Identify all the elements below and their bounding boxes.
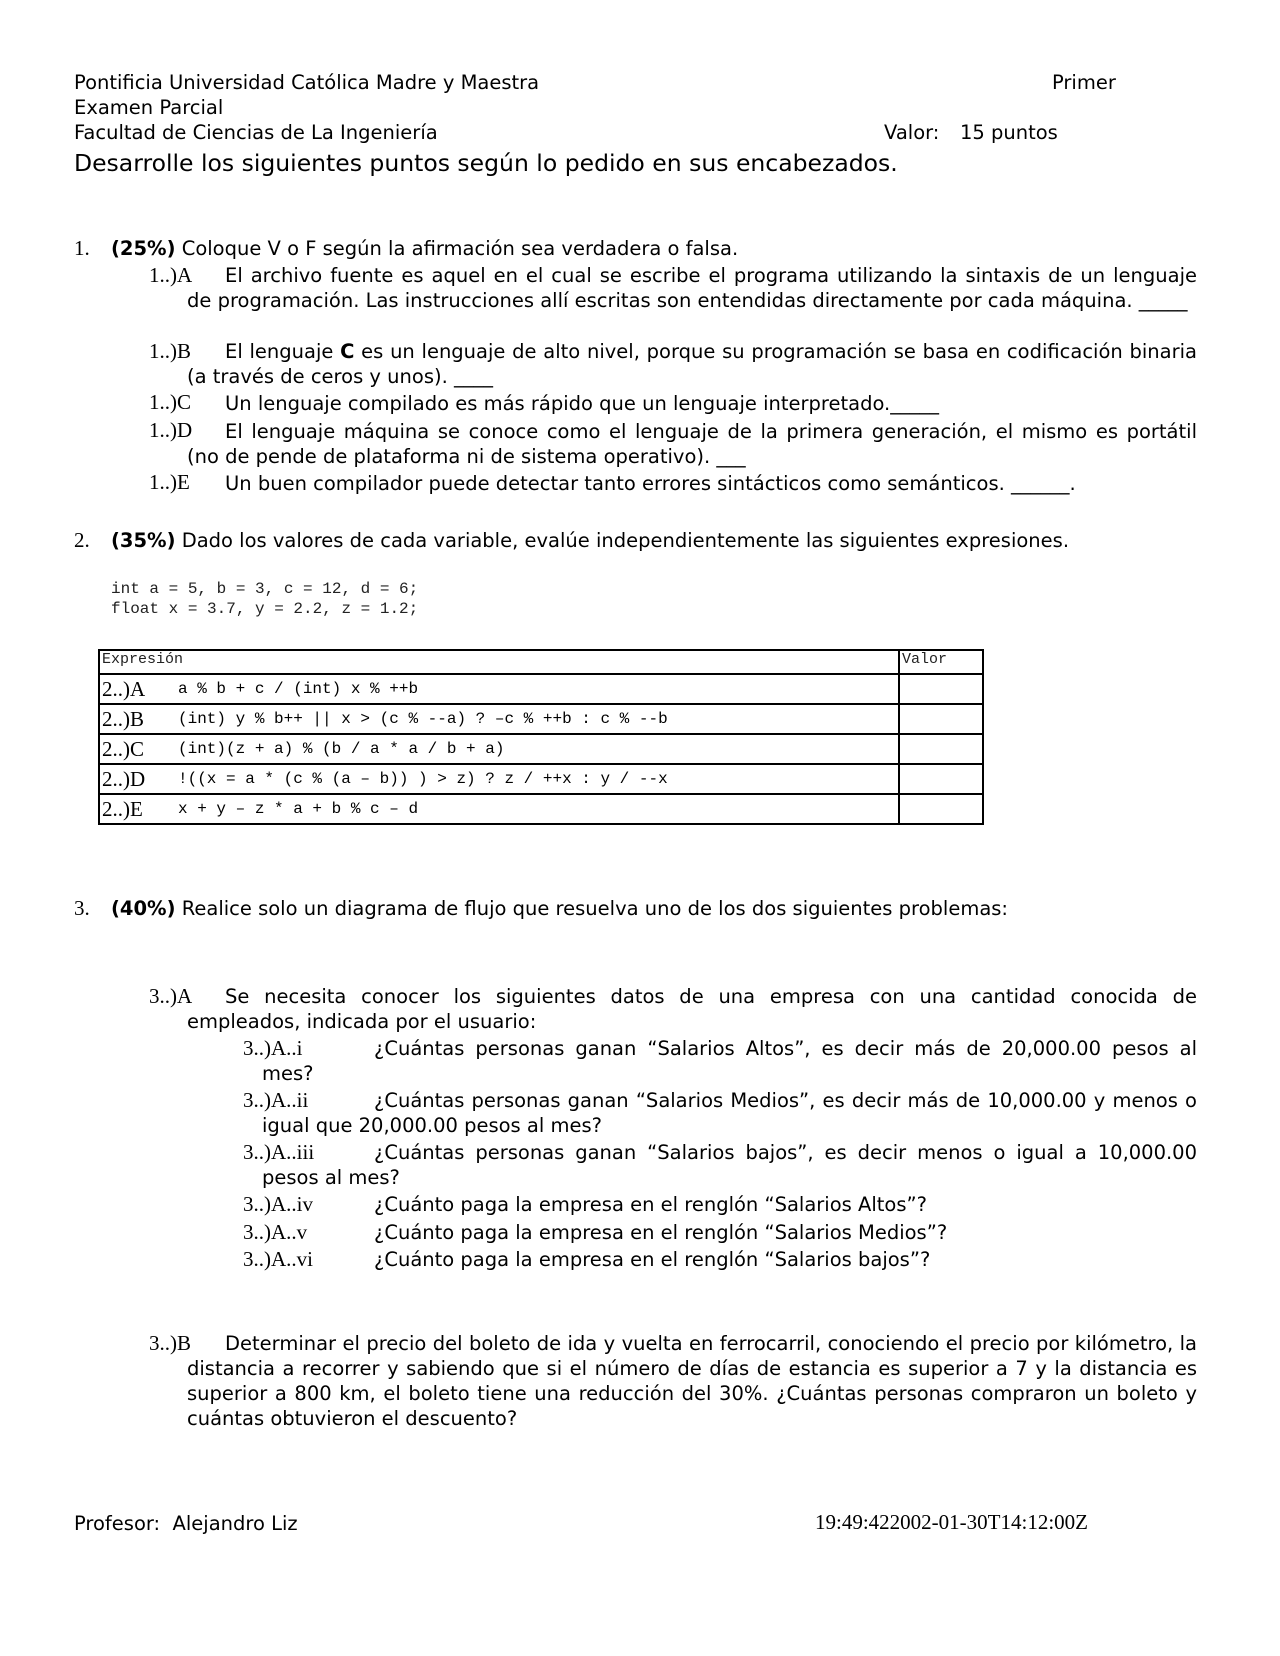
q2-weight: (35%)	[111, 529, 176, 552]
q3a-sub-label: 3..)A..vi	[243, 1247, 313, 1271]
q3-weight: (40%)	[111, 897, 176, 920]
q1-item-text: Un lenguaje compilado es más rápido que un lenguaje interpretado._____	[225, 392, 939, 415]
value-text: 15 puntos	[960, 121, 1058, 144]
table-header-row	[99, 650, 983, 674]
q1-item-label: 1..)D	[149, 418, 193, 442]
q3a-sub-label: 3..)A..v	[243, 1220, 308, 1244]
value-cell[interactable]	[899, 704, 983, 734]
q1-item-text	[187, 339, 1197, 389]
faculty-name: Facultad de Ciencias de La Ingeniería	[74, 121, 438, 144]
q3b-text: Determinar el precio del boleto de ida y vuelta en ferrocarril, conociendo el precio por kilómetro, la distancia a recorrer y sabiendo que si el número de días de estancia es superior a 7 y la distancia es superior a 800 km, el boleto tiene una reducción del 30%. ¿Cuántas personas compraron un boleto y cuántas obtuvieron el descuento?	[187, 1332, 1197, 1430]
q1-item-label: 1..)E	[149, 470, 190, 494]
exam-type-a: Primer	[1052, 71, 1116, 94]
q2-heading	[111, 529, 1069, 552]
col-value-header: Valor	[899, 650, 983, 674]
q1-item-label: 1..)A	[149, 263, 193, 287]
q1-item-label: 1..)B	[149, 339, 191, 363]
row-expression: x + y – z * a + b % c – d	[176, 794, 899, 824]
row-expression: a % b + c / (int) x % ++b	[176, 674, 899, 704]
professor-line	[74, 1512, 298, 1535]
q1b-text-post: es un lenguaje de alto nivel, porque su programación se basa en codificación binaria (a través de ceros y unos). ____	[187, 340, 1197, 388]
table-row	[99, 704, 983, 734]
q1b-text-bold: C	[340, 340, 355, 363]
q1-prompt: Coloque V o F según la afirmación sea verdadera o falsa.	[181, 237, 739, 260]
q3a-sub-text: ¿Cuántas personas ganan “Salarios Altos”, es decir más de 20,000.00 pesos al mes?	[262, 1037, 1197, 1085]
q3a-sub-label: 3..)A..i	[243, 1036, 303, 1060]
q3a-sub-text: ¿Cuánto paga la empresa en el renglón “Salarios bajos”?	[374, 1248, 931, 1271]
q3a-sub-text: ¿Cuánto paga la empresa en el renglón “Salarios Medios”?	[374, 1221, 948, 1244]
q3a-sub-text: ¿Cuántas personas ganan “Salarios bajos”, es decir menos o igual a 10,000.00 pesos al mes?	[262, 1141, 1197, 1189]
q3a-sub-label: 3..)A..iii	[243, 1140, 315, 1164]
row-label: 2..)C	[99, 734, 176, 764]
row-label: 2..)B	[99, 704, 176, 734]
professor-label: Profesor:	[74, 1512, 161, 1535]
q3-number: 3.	[74, 896, 90, 920]
q3a-sub-text: ¿Cuánto paga la empresa en el renglón “Salarios Altos”?	[374, 1193, 927, 1216]
row-expression: (int) y % b++ || x > (c % --a) ? –c % ++b : c % --b	[176, 704, 899, 734]
code-line-1: int a = 5, b = 3, c = 12, d = 6;	[111, 580, 419, 598]
table-row	[99, 734, 983, 764]
q1-item-text: El lenguaje máquina se conoce como el lenguaje de la primera generación, el mismo es portátil (no de pende de plataforma ni de sistema operativo). ___	[187, 420, 1197, 468]
row-label: 2..)D	[99, 764, 176, 794]
value-cell[interactable]	[899, 794, 983, 824]
exam-type-b: Examen Parcial	[74, 96, 224, 119]
value-cell[interactable]	[899, 674, 983, 704]
q1-heading	[111, 237, 738, 260]
col-expr-header: Expresión	[99, 650, 899, 674]
row-label: 2..)A	[99, 674, 176, 704]
university-name: Pontificia Universidad Católica Madre y Maestra	[74, 71, 540, 94]
table-row	[99, 794, 983, 824]
code-line-2: float x = 3.7, y = 2.2, z = 1.2;	[111, 600, 419, 618]
row-expression: !((x = a * (c % (a – b)) ) > z) ? z / ++x : y / --x	[176, 764, 899, 794]
q1-item-text: Un buen compilador puede detectar tanto errores sintácticos como semánticos. ______.	[225, 472, 1076, 495]
q2-prompt: Dado los valores de cada variable, evalúe independientemente las siguientes expresiones.	[181, 529, 1070, 552]
table-row	[99, 674, 983, 704]
q1-number: 1.	[74, 236, 90, 260]
q3-prompt: Realice solo un diagrama de flujo que resuelva uno de los dos siguientes problemas:	[181, 897, 1009, 920]
q3a-sub-label: 3..)A..ii	[243, 1088, 309, 1112]
table-row	[99, 764, 983, 794]
q3a-label: 3..)A	[149, 984, 193, 1008]
expressions-table	[98, 649, 984, 825]
q3a-text: Se necesita conocer los siguientes datos de una empresa con una cantidad conocida de empleados, indicada por el usuario:	[187, 985, 1197, 1033]
q1-weight: (25%)	[111, 237, 176, 260]
row-expression: (int)(z + a) % (b / a * a / b + a)	[176, 734, 899, 764]
q2-number: 2.	[74, 528, 90, 552]
q1-item-text: El archivo fuente es aquel en el cual se escribe el programa utilizando la sintaxis de un lenguaje de programación. Las instrucciones allí escritas son entendidas directamente por cada máquina. _____	[187, 264, 1197, 312]
q3a-sub-text: ¿Cuántas personas ganan “Salarios Medios”, es decir más de 10,000.00 y menos o igual que 20,000.00 pesos al mes?	[262, 1089, 1197, 1137]
row-label: 2..)E	[99, 794, 176, 824]
q3a-sub-label: 3..)A..iv	[243, 1192, 313, 1216]
q1-item-label: 1..)C	[149, 390, 191, 414]
professor-name: Alejandro Liz	[172, 1512, 298, 1535]
timestamp: 19:49:422002-01-30T14:12:00Z	[815, 1510, 1088, 1534]
q1b-text-pre: El lenguaje	[225, 340, 341, 363]
value-label: Valor:	[884, 121, 940, 144]
value-cell[interactable]	[899, 764, 983, 794]
instructions: Desarrolle los siguientes puntos según lo pedido en sus encabezados.	[74, 149, 898, 177]
q3b-label: 3..)B	[149, 1331, 191, 1355]
q3-heading	[111, 897, 1008, 920]
value-cell[interactable]	[899, 734, 983, 764]
